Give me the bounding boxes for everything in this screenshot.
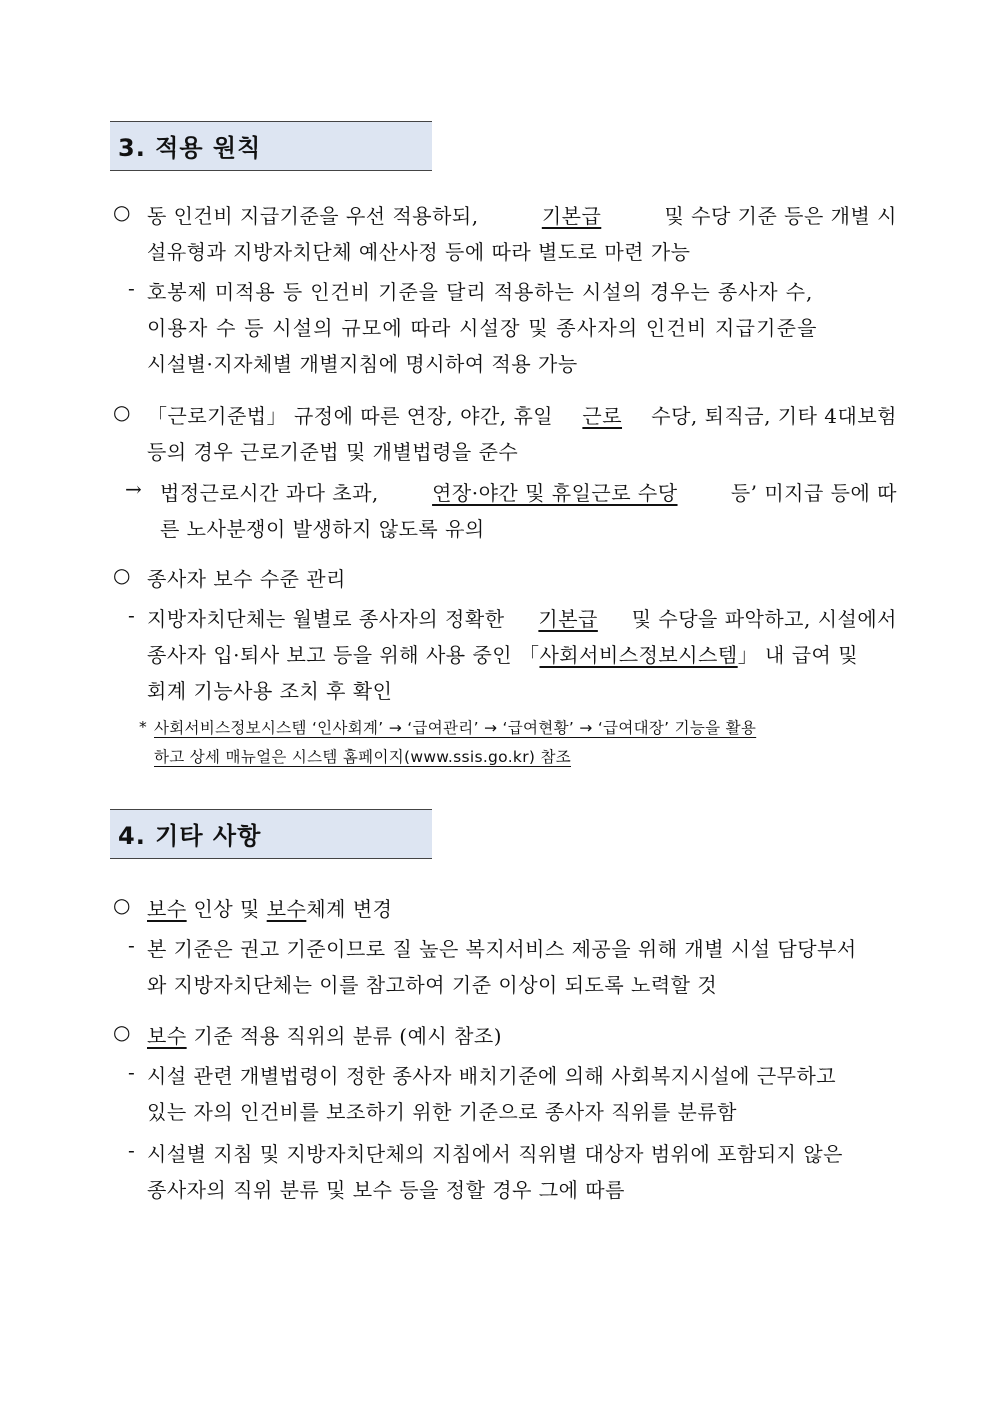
p5-line1: [147, 1020, 502, 1049]
p2-text-a: 「근로기준법」 규정에 따른 연장, 야간, 휴일: [147, 404, 554, 428]
p1-line2: 설유형과 지방자치단체 예산사정 등에 따라 별도로 마련 가능: [147, 240, 691, 264]
circle-bullet: ○: [113, 1020, 131, 1044]
p2a-line1: [160, 477, 897, 506]
dash-bullet: -: [128, 933, 135, 957]
p1d-line3: 시설별·지자체별 개별지침에 명시하여 적용 가능: [147, 352, 578, 376]
p1d-line2: 이용자 수 등 시설의 규모에 따라 시설장 및 종사자의 인건비 지급기준을: [147, 316, 818, 340]
circle-bullet: ○: [113, 200, 131, 224]
p3d-line2: [147, 639, 897, 668]
p1-text-b: 및 수당 기준 등은 개별 시: [664, 204, 897, 228]
p3d-line1: [147, 603, 897, 632]
section-3-title: 3. 적용 원칙: [118, 134, 262, 162]
dash-bullet: -: [128, 1138, 135, 1162]
p5-text-b: 기준 적용 직위의 분류 (예시 참조): [193, 1024, 503, 1048]
p4-underlined-1: 보수: [147, 897, 187, 921]
p3d-text-a: 지방자치단체는 월별로 종사자의 정확한: [147, 607, 505, 631]
p3-line1: 종사자 보수 수준 관리: [147, 567, 346, 591]
dash-bullet: -: [128, 276, 135, 300]
p3d-text-d: 」 내 급여 및: [737, 643, 859, 667]
p4-text-b: 체계 변경: [306, 897, 393, 921]
p1-line1: [147, 200, 897, 229]
p3d-line3: 회계 기능사용 조치 후 확인: [147, 679, 393, 703]
p3d-underlined: 기본급: [538, 607, 598, 631]
p1-underlined: 기본급: [541, 204, 602, 228]
p2-line1: [147, 400, 897, 429]
p4-underlined-2: 보수: [266, 897, 307, 921]
p2a-text-b: 등’ 미지급 등에 따: [730, 481, 897, 505]
star-note-marker: *: [139, 718, 148, 736]
p2a-text-a: 법정근로시간 과다 초과,: [160, 481, 379, 505]
p5d2-line2: 종사자의 직위 분류 및 보수 등을 정할 경우 그에 따름: [147, 1178, 625, 1202]
section-4-header: [110, 809, 432, 859]
section-3-header: [110, 121, 432, 171]
p5d2-line1: 시설별 지침 및 지방자치단체의 지침에서 직위별 대상자 범위에 포함되지 않은: [147, 1142, 843, 1166]
p3d-text-b: 및 수당을 파악하고, 시설에서: [631, 607, 897, 631]
p3d-text-c: 종사자 입·퇴사 보고 등을 위해 사용 중인 「: [147, 643, 540, 667]
p3n-line2: 하고 상세 매뉴얼은 시스템 홈페이지(www.ssis.go.kr) 참조: [154, 748, 571, 766]
dash-bullet: -: [128, 1060, 135, 1084]
p4d-line1: 본 기준은 권고 기준이므로 질 높은 복지서비스 제공을 위해 개별 시설 담당부서: [147, 937, 857, 961]
circle-bullet: ○: [113, 563, 131, 587]
p4-line1: [147, 893, 392, 922]
p2-text-b: 수당, 퇴직금, 기타 4대보험: [651, 404, 897, 428]
p4d-line2: 와 지방자치단체는 이를 참고하여 기준 이상이 되도록 노력할 것: [147, 973, 718, 997]
p2-underlined: 근로: [582, 404, 623, 428]
p3n-line1: 사회서비스정보시스템 ‘인사회계’ → ‘급여관리’ → ‘급여현황’ → ‘급여대장’ 기능을 활용: [154, 719, 757, 737]
p1d-line1: 호봉제 미적용 등 인건비 기준을 달리 적용하는 시설의 경우는 종사자 수,: [147, 280, 814, 304]
section-4-title: 4. 기타 사항: [118, 822, 262, 850]
p4-text-a: 인상 및: [193, 897, 260, 921]
p5-underlined: 보수: [147, 1024, 187, 1048]
p2-line2: 등의 경우 근로기준법 및 개별법령을 준수: [147, 440, 519, 464]
circle-bullet: ○: [113, 400, 131, 424]
dash-bullet: -: [128, 603, 135, 627]
p2a-underlined: 연장·야간 및 휴일근로 수당: [432, 481, 678, 505]
p5d1-line1: 시설 관련 개별법령이 정한 종사자 배치기준에 의해 사회복지시설에 근무하고: [147, 1064, 837, 1088]
arrow-bullet: →: [125, 477, 142, 501]
circle-bullet: ○: [113, 893, 131, 917]
p3d-system-name: 사회서비스정보시스템: [539, 643, 738, 667]
p2a-line2: 른 노사분쟁이 발생하지 않도록 유의: [160, 517, 485, 541]
p5d1-line2: 있는 자의 인건비를 보조하기 위한 기준으로 종사자 직위를 분류함: [147, 1100, 737, 1124]
p1-text-a: 동 인건비 지급기준을 우선 적용하되,: [147, 204, 479, 228]
